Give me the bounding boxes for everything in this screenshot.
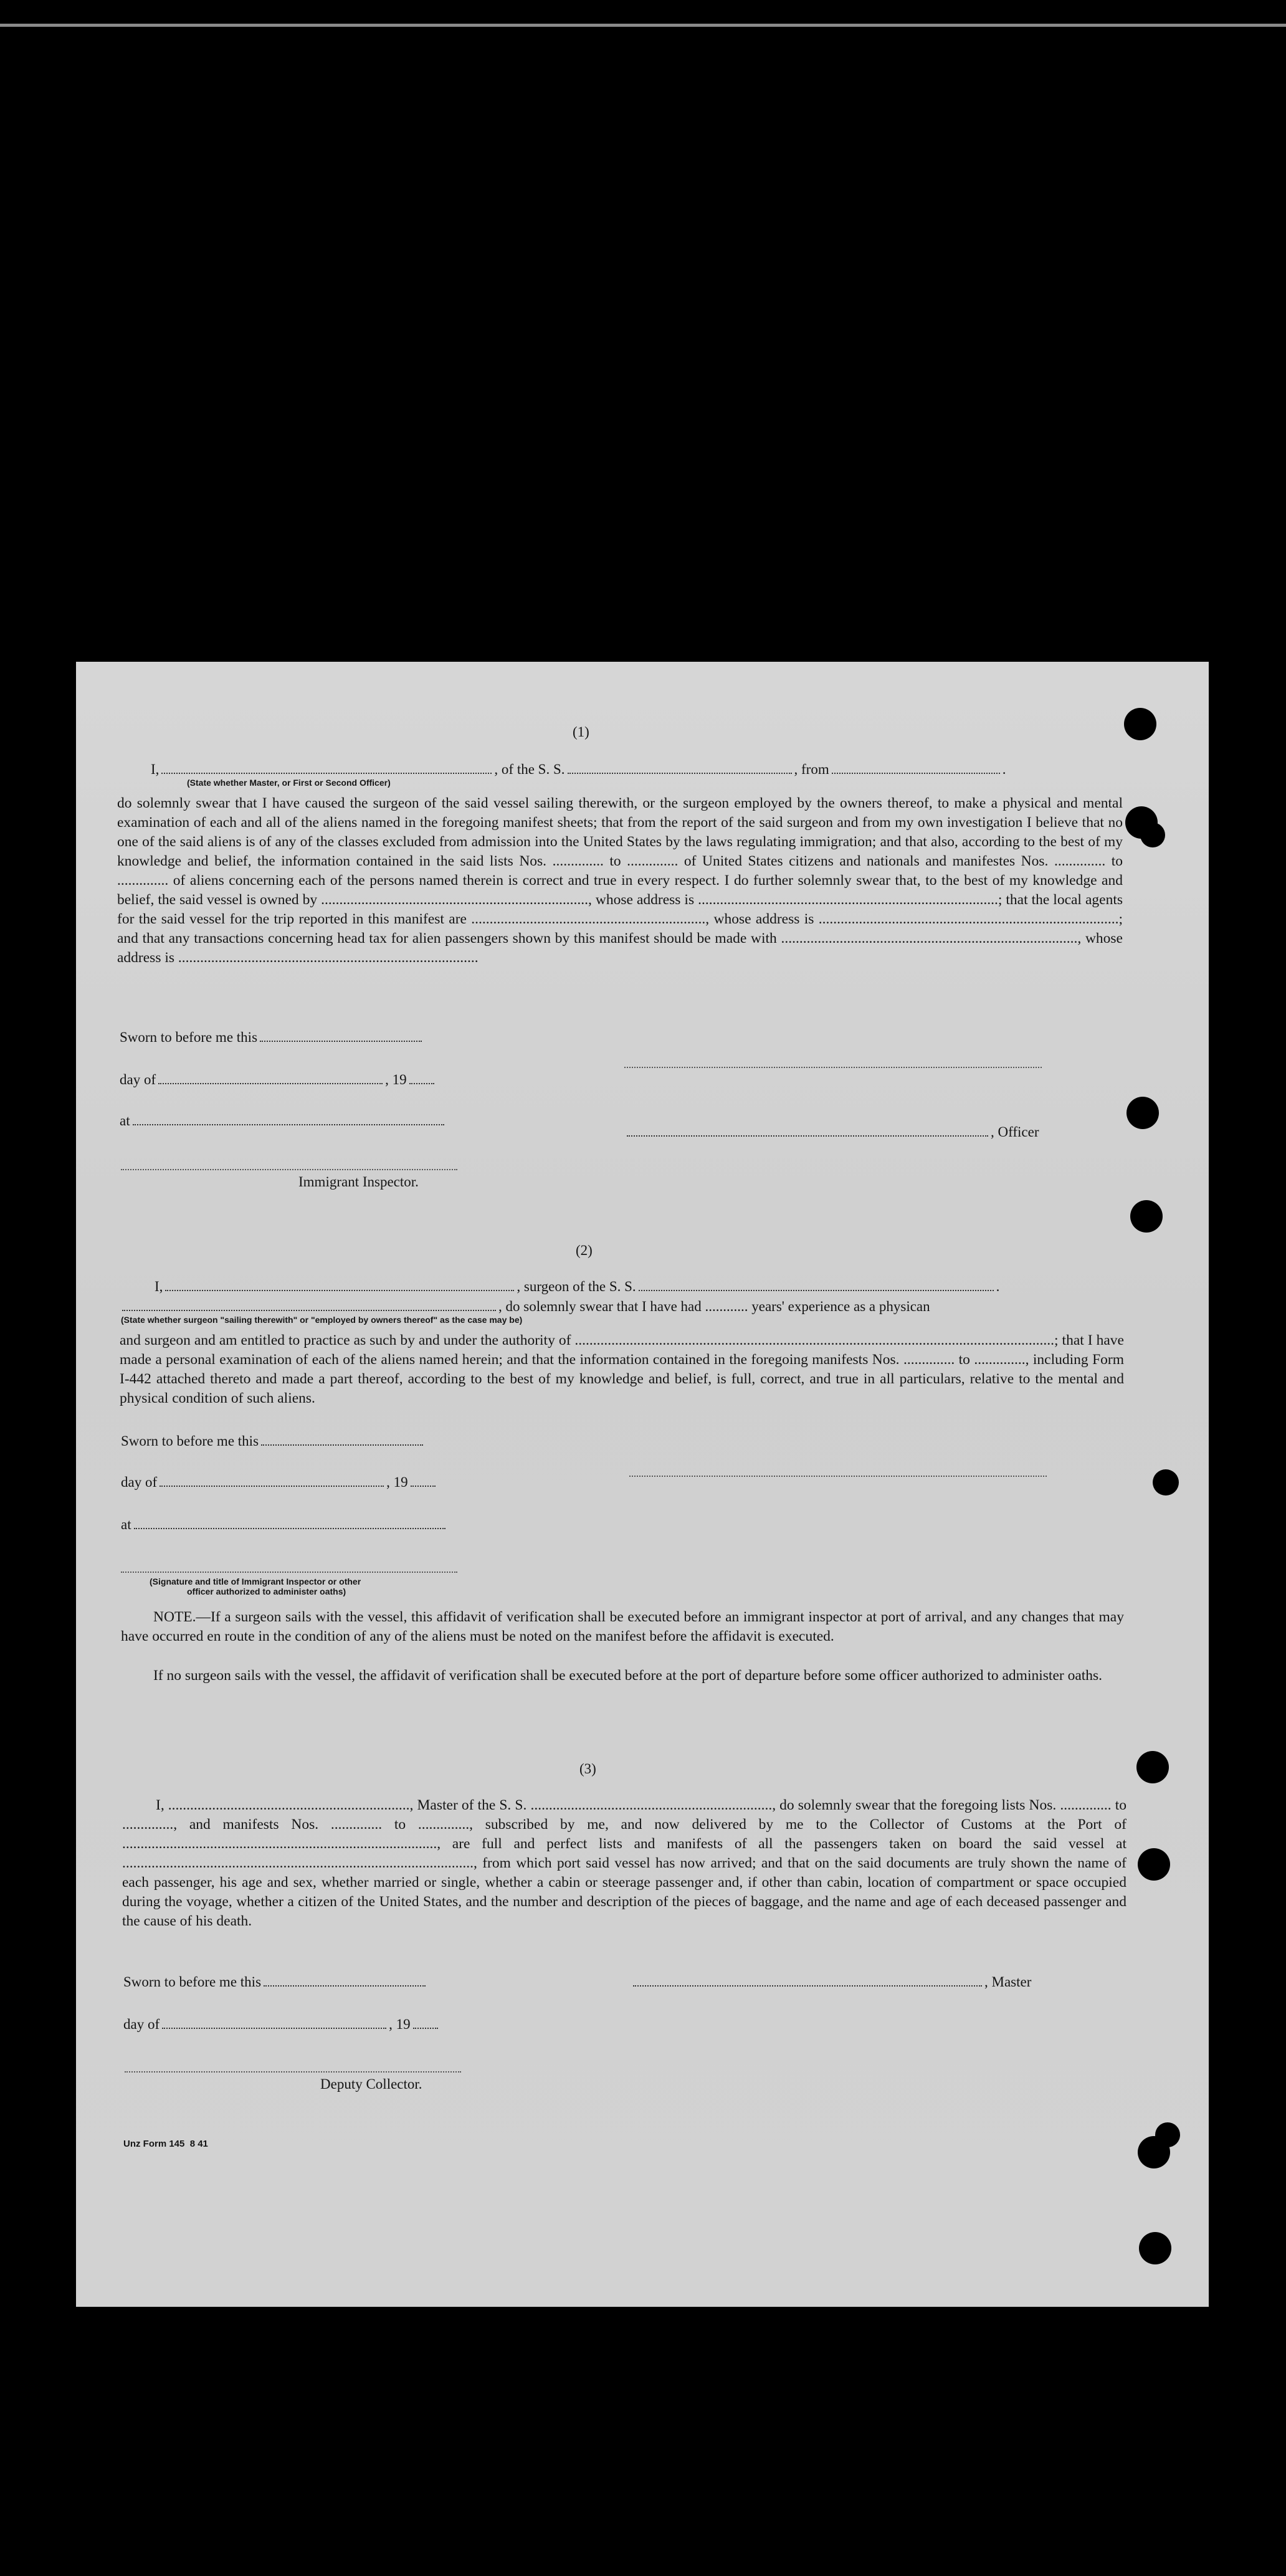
s2-signature-note-1: (Signature and title of Immigrant Inspector or other: [150, 1577, 361, 1586]
s2-line1: I, , surgeon of the S. S. .: [155, 1279, 1000, 1294]
s3-master-line: , Master: [631, 1973, 1031, 1992]
punch-hole: [1139, 2232, 1171, 2264]
s1-oath-body: do solemnly swear that I have caused the surgeon of the said vessel sailing therewith, or the surgeon employed by the owners thereof, to make a physical and mental examination of each and all of the aliens named in the foregoing manifest sheets; that from the report of the said surgeon and from my own investigation I believe that no one of the said aliens is of any of the classes excluded from admission into the United States by the laws regulating immigration; and that also, according to the best of my knowledge and belief, the information contained in the said lists Nos. .............. to .............. of United States citizens and nationals and manifestes Nos. .............. to .............. of aliens concerning each of the persons named therein is correct and true in every respect. I do further solemnly swear that, to the best of my knowledge and belief, the said vessel is owned by ........................................................................., whose address is ..................................................................................; that the local agents for the said vessel for the trip reported in this manifest are ................................................................, whose address is ..................................................................................; and that any transactions concerning head tax for alien passengers shown by this manifest should be made with ................................................................................., whose address is ..................................................................................: [117, 795, 1123, 966]
s2-oath-body: and surgeon and am entitled to practice as such by and under the authority of ...................................................................................................................................; that I have made a personal examination of each of the aliens named herein; and that the information contained in the foregoing manifests Nos. .............. to .............., including Form I-442 attached thereto and made a part thereof, according to the best of my knowledge and belief, is full, correct, and true in all particulars, relative to the mental and physical condition of such aliens.: [120, 1332, 1124, 1406]
s1-immigrant-inspector: Immigrant Inspector.: [298, 1174, 419, 1190]
punch-hole: [1138, 2136, 1170, 2168]
s2-surgeon-note: (State whether surgeon "sailing therewith" or "employed by owners thereof" as the case may be): [121, 1315, 523, 1325]
s2-day-of: day of , 19: [121, 1473, 438, 1492]
punch-hole: [1140, 823, 1165, 847]
s2-line2: , do solemnly swear that I have had ............ years' experience as a physican: [120, 1297, 930, 1316]
s1-i: I,: [151, 761, 160, 777]
punch-hole: [1124, 708, 1156, 740]
section-3-number: (3): [579, 1761, 596, 1777]
s1-officer-line: , Officer: [624, 1123, 1039, 1142]
s2-signature-note-2: officer authorized to administer oaths): [187, 1586, 346, 1596]
punch-hole: [1126, 1097, 1159, 1129]
s1-day-of: day of , 19: [120, 1071, 437, 1089]
s1-line1: I, , of the S. S. , from .: [151, 761, 1006, 777]
s2-sworn: Sworn to before me this: [121, 1432, 426, 1451]
section-1-number: (1): [573, 724, 589, 740]
s2-at: at: [121, 1515, 448, 1534]
s2-note-no-surgeon: If no surgeon sails with the vessel, the affidavit of verification shall be executed before at the port of departure before some officer authorized to administer oaths.: [153, 1667, 1103, 1684]
punch-hole: [1130, 1200, 1163, 1233]
punch-hole: [1153, 1469, 1179, 1496]
s2-signature-line: [629, 1476, 1047, 1477]
s2-inspector-signature-line: [121, 1572, 457, 1573]
section-2-number: (2): [576, 1243, 593, 1258]
s1-from: , from: [794, 761, 829, 777]
s1-inspector-signature-line: [121, 1169, 457, 1170]
s3-collector-signature-line: [125, 2071, 461, 2073]
s1-of-ss: , of the S. S.: [494, 761, 565, 777]
s2-note-surgeon-sails: NOTE.—If a surgeon sails with the vessel, this affidavit of verification shall be executed before an immigrant inspector at port of arrival, and any changes that may have occurred en route in the condition of any of the aliens must be noted on the manifest before the affidavit is executed.: [121, 1609, 1124, 1644]
s1-signature-line: [624, 1067, 1042, 1068]
s1-at: at: [120, 1112, 447, 1130]
s3-oath-body: I, .................................................................., Master of the S. S. .................................................................., do solemnly swear that the foregoing lists Nos. .............. to .............., and manifests Nos. .............. to .............., subscribed by me, and now delivered by me to the Collector of Customs at the Port of ......................................................................................, are full and perfect lists and manifests of all the passengers taken on board the said vessel at ................................................................................................, from which port said vessel has now arrived; and that on the said documents are truly shown the name of each passenger, his age and sex, whether married or single, whether a cabin or steerage passenger and, if other than cabin, location of compartment or space occupied during the voyage, whether a citizen of the United States, and the number and description of the pieces of baggage, and the name and age of each deceased passenger and the cause of his death.: [122, 1797, 1126, 1929]
punch-hole: [1136, 1751, 1169, 1783]
s3-sworn: Sworn to before me this: [123, 1973, 428, 1992]
form-identifier: Unz Form 145 8 41: [123, 2139, 208, 2149]
s3-deputy-collector: Deputy Collector.: [320, 2076, 422, 2092]
s1-officer-note: (State whether Master, or First or Second Officer): [187, 778, 391, 788]
manifest-affidavit-page: [76, 662, 1209, 2307]
top-border-line: [0, 24, 1286, 27]
s3-day-of: day of , 19: [123, 2015, 441, 2034]
punch-hole: [1138, 1848, 1170, 1881]
s1-sworn: Sworn to before me this: [120, 1028, 424, 1047]
